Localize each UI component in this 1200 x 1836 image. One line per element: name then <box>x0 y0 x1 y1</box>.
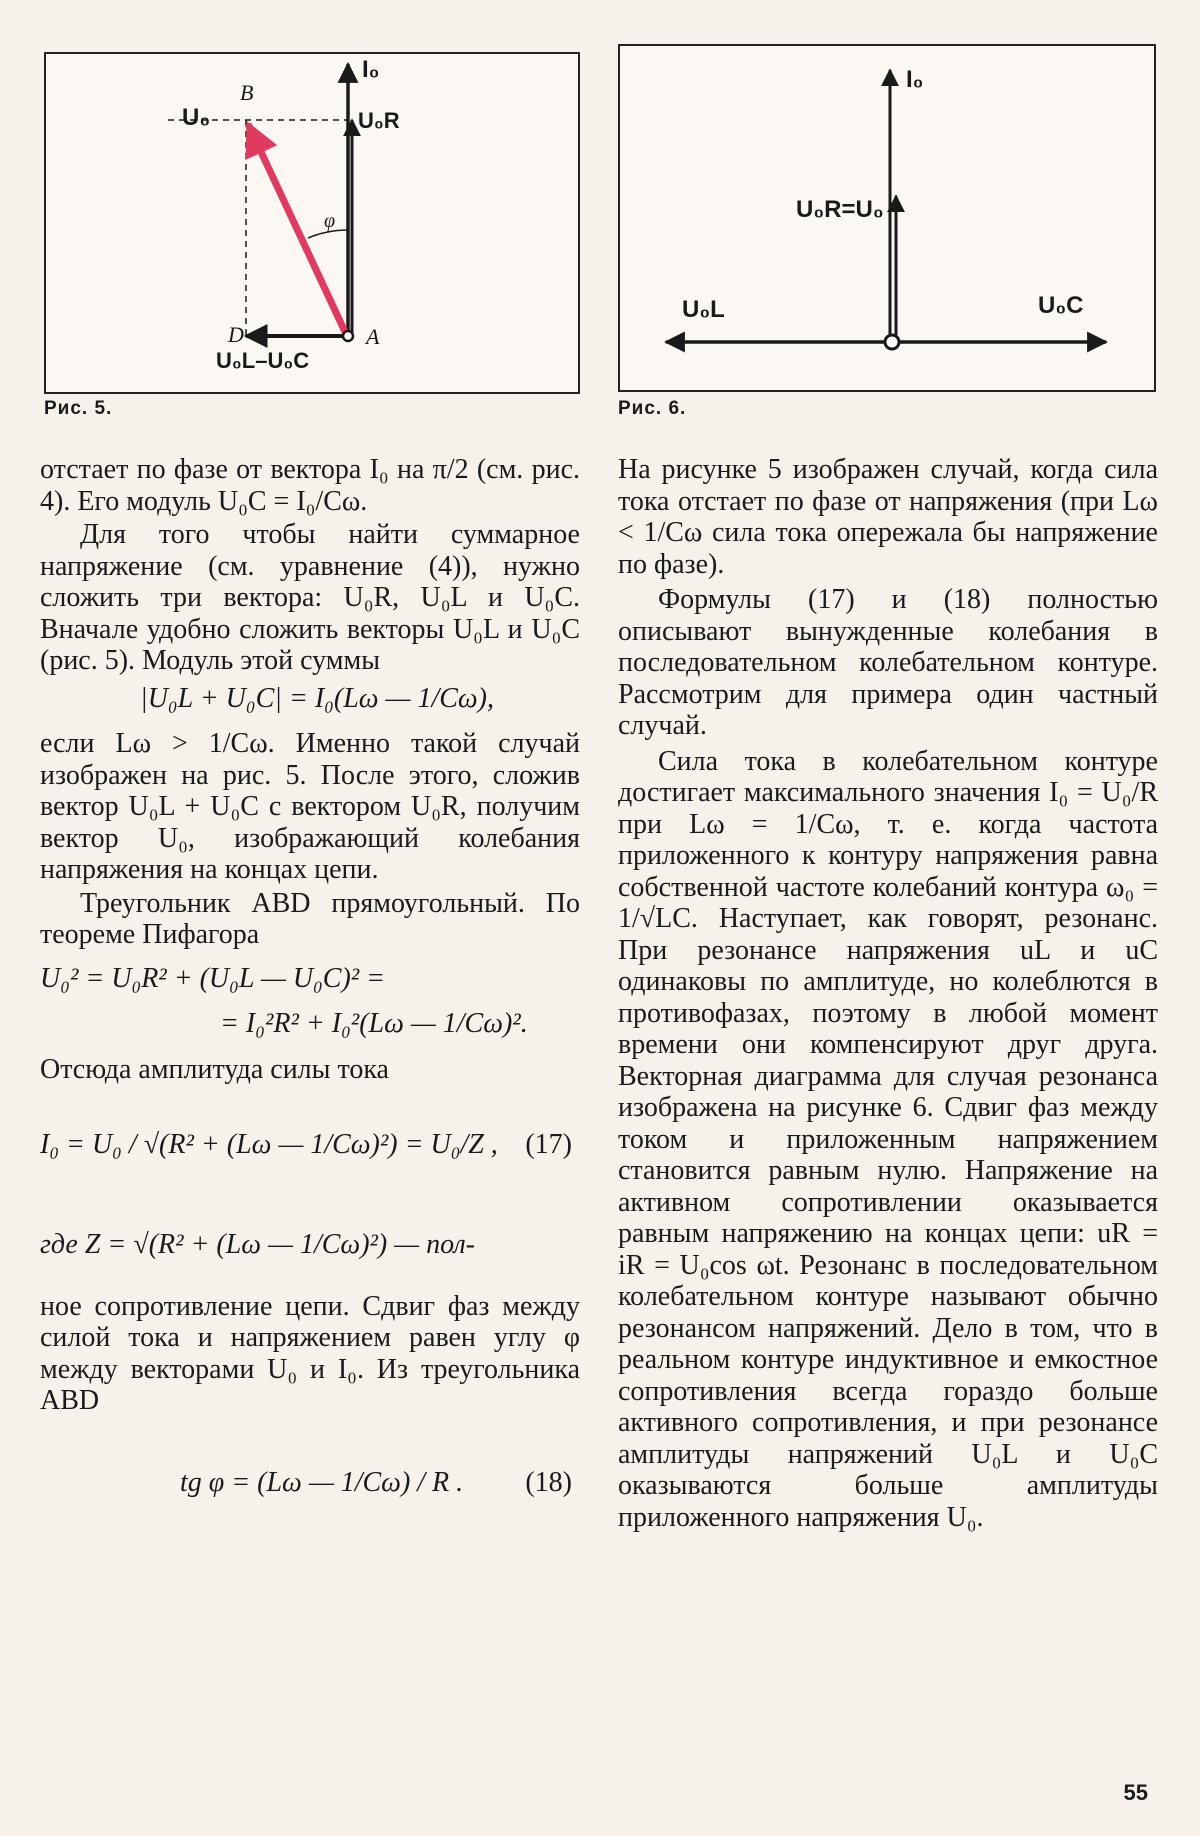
label-b: B <box>240 80 254 105</box>
label-phi: φ <box>324 210 336 232</box>
label-u0r-eq-u0: U₀R=U₀ <box>796 196 884 223</box>
figure-5-diagram <box>46 54 578 392</box>
equation-18-row <box>40 1437 580 1527</box>
label-i0: I₀ <box>362 56 380 83</box>
label-u0l-u0c: U₀L–U₀C <box>216 348 310 373</box>
label-a: A <box>366 324 380 349</box>
pythagoras-line-2: = I₀²R² + I₀²(Lω — 1/Cω)². <box>220 1008 528 1039</box>
figure-6-diagram <box>620 46 1154 390</box>
figure-5-caption: Рис. 5. <box>44 398 113 419</box>
left-paragraph-1: отстает по фазе от вектора I₀ на π/2 (см. рис. 4). Его модуль U₀C = I₀/Cω. <box>40 454 580 517</box>
right-column <box>618 454 1158 1533</box>
left-paragraph-4: Треугольник ABD прямоугольный. По теореме Пифагора <box>40 887 580 950</box>
figure-5 <box>44 52 580 394</box>
right-paragraph-2: Формулы (17) и (18) полностью описывают вынужденные колебания в последовательном колебательном контуре. Рассмотрим для примера один частный случай. <box>618 584 1158 741</box>
left-paragraph-6: ное сопротивление цепи. Сдвиг фаз между силой тока и напряжением равен углу φ между векторами U₀ и I₀. Из треугольника ABD <box>40 1290 580 1416</box>
equation-17-number: (17) <box>525 1129 572 1160</box>
equation-18-number: (18) <box>525 1466 572 1498</box>
left-column <box>40 454 580 1527</box>
label-u0l: U₀L <box>682 296 725 323</box>
point-a <box>343 331 353 341</box>
right-paragraph-3: Сила тока в колебательном контуре достигает максимального значения I₀ = U₀/R при Lω = 1/Cω, т. е. когда частота приложенного к контуру напряжения равна собственной частоте колебаний контура ω₀ = 1/√LC. Наступает, как говорят, резонанс. При резонансе напряжения uL и uC одинаковы по амплитуде, но колеблются в противофазах, поэтому в любой момент времени они компенсируют друг друга. Векторная диаграмма для случая резонанса изображена на рисунке 6. Сдвиг фаз между током и приложенным напряжением становится равным нулю. Напряжение на активном сопротивлении оказывается равным напряжению на концах цепи: uR = iR = U₀cos ωt. Резонанс в последовательном колебательном контуре называют обычно резонансом напряжений. Дело в том, что в реальном контуре индуктивное и емкостное сопротивления всегда гораздо больше активного сопротивления, и при резонансе амплитуды напряжений U₀L и U₀C оказываются больше амплитуды приложенного напряжения U₀. <box>618 745 1158 1533</box>
right-paragraph-1: На рисунке 5 изображен случай, когда сила тока отстает по фазе от напряжения (при Lω < 1/Cω сила тока опережала бы напряжение по фазе). <box>618 454 1158 580</box>
label-i0: I₀ <box>906 66 924 93</box>
pythagoras-line-1: U₀² = U₀R² + (U₀L — U₀C)² = <box>40 962 386 994</box>
left-paragraph-5: Отсюда амплитуда силы тока <box>40 1053 389 1085</box>
label-u0: U₀ <box>182 104 211 131</box>
equation-18: tg φ = (Lω — 1/Cω) / R . <box>180 1466 464 1498</box>
where-z-formula: где Z = √(R² + (Lω — 1/Cω)²) — пол- <box>40 1229 475 1260</box>
label-u0c: U₀C <box>1038 292 1084 319</box>
figure-6-caption: Рис. 6. <box>618 398 687 419</box>
page-number: 55 <box>1123 1780 1148 1805</box>
equation-17-row <box>40 1099 580 1199</box>
left-paragraph-2: Для того чтобы найти суммарное напряжение (см. уравнение (4)), нужно сложить три вектора: U₀R, U₀L и U₀C. Вначале удобно сложить векторы U₀L и U₀C (рис. 5). Модуль этой суммы <box>40 519 580 676</box>
origin-point <box>885 335 899 349</box>
left-paragraph-3: если Lω > 1/Cω. Именно такой случай изображен на рис. 5. После этого, сложив вектор U₀L + U₀C с вектором U₀R, получим вектор U₀, изображающий колебания напряжения на концах цепи. <box>40 728 580 885</box>
equation-17: I₀ = U₀ / √(R² + (Lω — 1/Cω)²) = U₀/Z , <box>40 1129 498 1160</box>
label-d: D <box>228 322 244 347</box>
label-u0r: U₀R <box>358 108 400 133</box>
sum-formula: |U₀L + U₀C| = I₀(Lω — 1/Cω), <box>140 682 495 714</box>
figure-6 <box>618 44 1156 392</box>
